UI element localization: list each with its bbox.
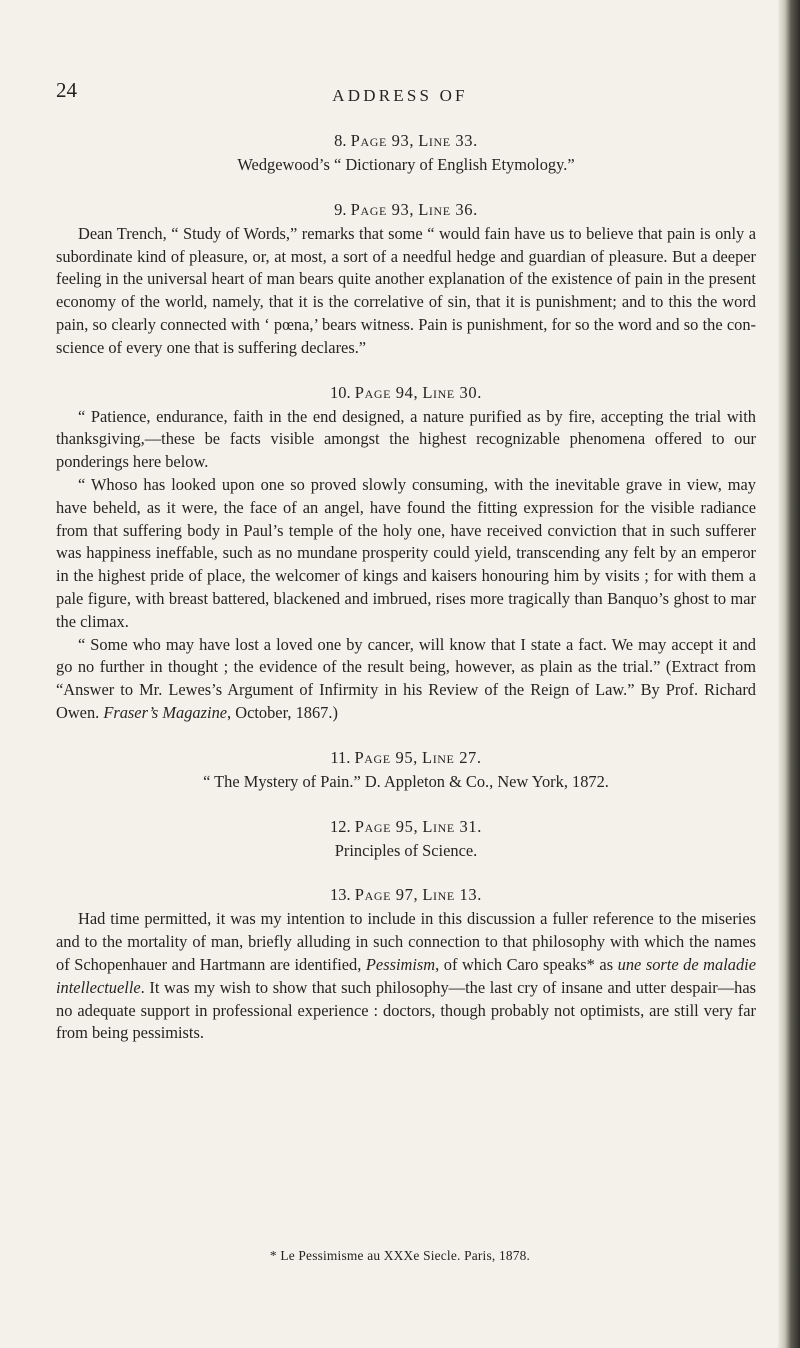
note-entry-9	[56, 199, 756, 360]
magazine-title: Fraser’s Magazine	[103, 702, 228, 722]
note-text: Dean Trench, “ Study of Words,” remarks that some “ would fain have us to believe that pain is only a subordinate kind of pleasure, or, at most, a sort of a needful hedge and guardian of pleasure. But a deeper feeling in the universal heart of man bears quite another explanation of the existence of pain in the present economy of the world, namely, that it is the correlative of sin, that it is punishment; and to this the word pain, so clearly connected with ‘ pœna,’ bears witness. Pain is punishment, for so the word and so the conscience of every one that is suffering declares.”	[56, 223, 756, 357]
note-text: “ The Mystery of Pain.” D. Appleton & Co., New York, 1872.	[203, 771, 609, 791]
note-heading: 11. Page 95, Line 27.	[330, 747, 482, 767]
note-heading: 9. Page 93, Line 36.	[334, 199, 478, 219]
note-heading: 12. Page 95, Line 31.	[330, 816, 482, 836]
note-entry-13	[56, 884, 756, 1045]
note-entry-12	[56, 816, 756, 863]
note-entry-10	[56, 382, 756, 725]
note-entry-8	[56, 130, 756, 177]
note-heading: 13. Page 97, Line 13.	[330, 885, 482, 905]
note-paragraph: “ Whoso has looked upon one so proved slowly consuming, with the inevitable grave in view, may have beheld, as it were, the face of an angel, have found the fitting expression for the visible radiance from that suffering body in Paul’s temple of the holy one, have received conviction that in such sufferer was happiness ineffable, such as no mundane prosperity could yield, transcending any felt by an emperor in the highest pride of place, the welcomer of kings and kaisers honouring him by visits ; for with them a pale figure, with breast battered, blackened and imbrued, rises more tragically than Banquo’s ghost to mar the climax.	[56, 474, 756, 631]
note-paragraph: “ Patience, endurance, faith in the end designed, a nature purified as by fire, accepting the trial with thanksgiving,—these be facts visible amongst the highest recognizable phenomena offered to our ponderings here below.	[56, 406, 756, 472]
french-phrase: une sorte de maladie intellectuelle	[56, 954, 756, 997]
note-heading: 10. Page 94, Line 30.	[330, 382, 482, 402]
note-heading: 8. Page 93, Line 33.	[334, 131, 478, 150]
page-binding-edge	[778, 0, 800, 1348]
note-text: Wedgewood’s “ Dictionary of English Etymology.”	[237, 155, 575, 174]
running-head: ADDRESS OF	[332, 86, 468, 105]
pessimism-term: Pessimism	[365, 954, 436, 974]
page-number: 24	[56, 78, 77, 102]
footnote: * Le Pessimisme au XXXe Siecle. Paris, 1878.	[269, 1248, 531, 1263]
note-text: Had time permitted, it was my intention to include in this discussion a fuller reference to the miseries and to the mortality of man, briefly alluding in such connection to that philosophy with which the names of Schopenhauer and Hartmann are identified, Pessimism, of which Caro speaks* as une sorte de maladie intellectuelle. It was my wish to show that such philosophy—the last cry of insane and utter despair—has no adequate support in professional experience : doctors, though probably not optimists, are still very far from being pessimists.	[56, 909, 756, 1043]
note-paragraph: “ Some who may have lost a loved one by cancer, will know that I state a fact. We may accept it and go no further in thought ; the evidence of the result being, however, as plain as the trial.” (Extract from “Answer to Mr. Lewes’s Argument of Infirmity in his Review of the Reign of Law.” By Prof. Richard Owen. Fraser’s Magazine, October, 1867.)	[56, 634, 756, 722]
notes-body	[56, 130, 756, 1067]
note-entry-11	[56, 747, 756, 794]
note-text: Principles of Science.	[334, 840, 478, 860]
